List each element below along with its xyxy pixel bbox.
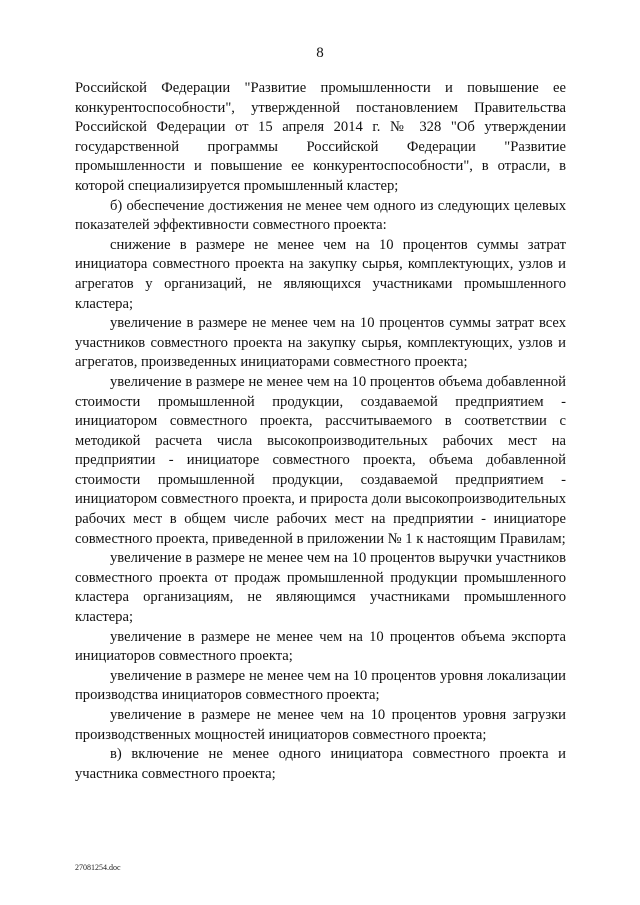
paragraph: увеличение в размере не менее чем на 10 процентов уровня локализации производства инициаторов совместного проекта;: [75, 667, 566, 704]
document-body: [75, 79, 566, 784]
paragraph: Российской Федерации "Развитие промышленности и повышение ее конкурентоспособности", утвержденной постановлением Правительства Российской Федерации от 15 апреля 2014 г. № 328 "Об утверждении государственной программы Российской Федерации "Развитие промышленности и повышение ее конкурентоспособности", в отрасли, в которой специализируется промышленный кластер;: [75, 80, 566, 194]
paragraph: увеличение в размере не менее чем на 10 процентов суммы затрат всех участников совместного проекта на закупку сырья, комплектующих, узлов и агрегатов, произведенных инициаторами совместного проекта;: [75, 315, 566, 371]
paragraph: увеличение в размере не менее чем на 10 процентов выручки участников совместного проекта от продаж промышленной продукции промышленного кластера организациям, не являющимся участниками промышленного кластера;: [75, 550, 566, 626]
paragraph: в) включение не менее одного инициатора совместного проекта и участника совместного проекта;: [75, 746, 566, 782]
document-footer: 27081254.doc: [75, 863, 121, 872]
paragraph: увеличение в размере не менее чем на 10 процентов объема экспорта инициаторов совместного проекта;: [75, 628, 566, 665]
paragraph: увеличение в размере не менее чем на 10 процентов уровня загрузки производственных мощностей инициаторов совместного проекта;: [75, 707, 566, 743]
page-number: 8: [316, 45, 324, 61]
paragraph: увеличение в размере не менее чем на 10 процентов объема добавленной стоимости промышленной продукции, создаваемой предприятием - инициатором совместного проекта, рассчитываемого в соответствии с методикой расчета числа высокопроизводительных рабочих мест на предприятии - инициаторе совместного проекта, объема добавленной стоимости промышленной продукции, создаваемой предприятием - инициатором совместного проекта, и прироста доли высокопроизводительных рабочих мест в общем числе рабочих мест на предприятии - инициаторе совместного проекта, приведенной в приложении № 1 к настоящим Правилам;: [75, 373, 566, 547]
paragraph: снижение в размере не менее чем на 10 процентов суммы затрат инициатора совместного проекта на закупку сырья, комплектующих, узлов и агрегатов у организаций, не являющихся участниками промышленного кластера;: [75, 236, 566, 312]
paragraph: б) обеспечение достижения не менее чем одного из следующих целевых показателей эффективности совместного проекта:: [75, 197, 566, 234]
